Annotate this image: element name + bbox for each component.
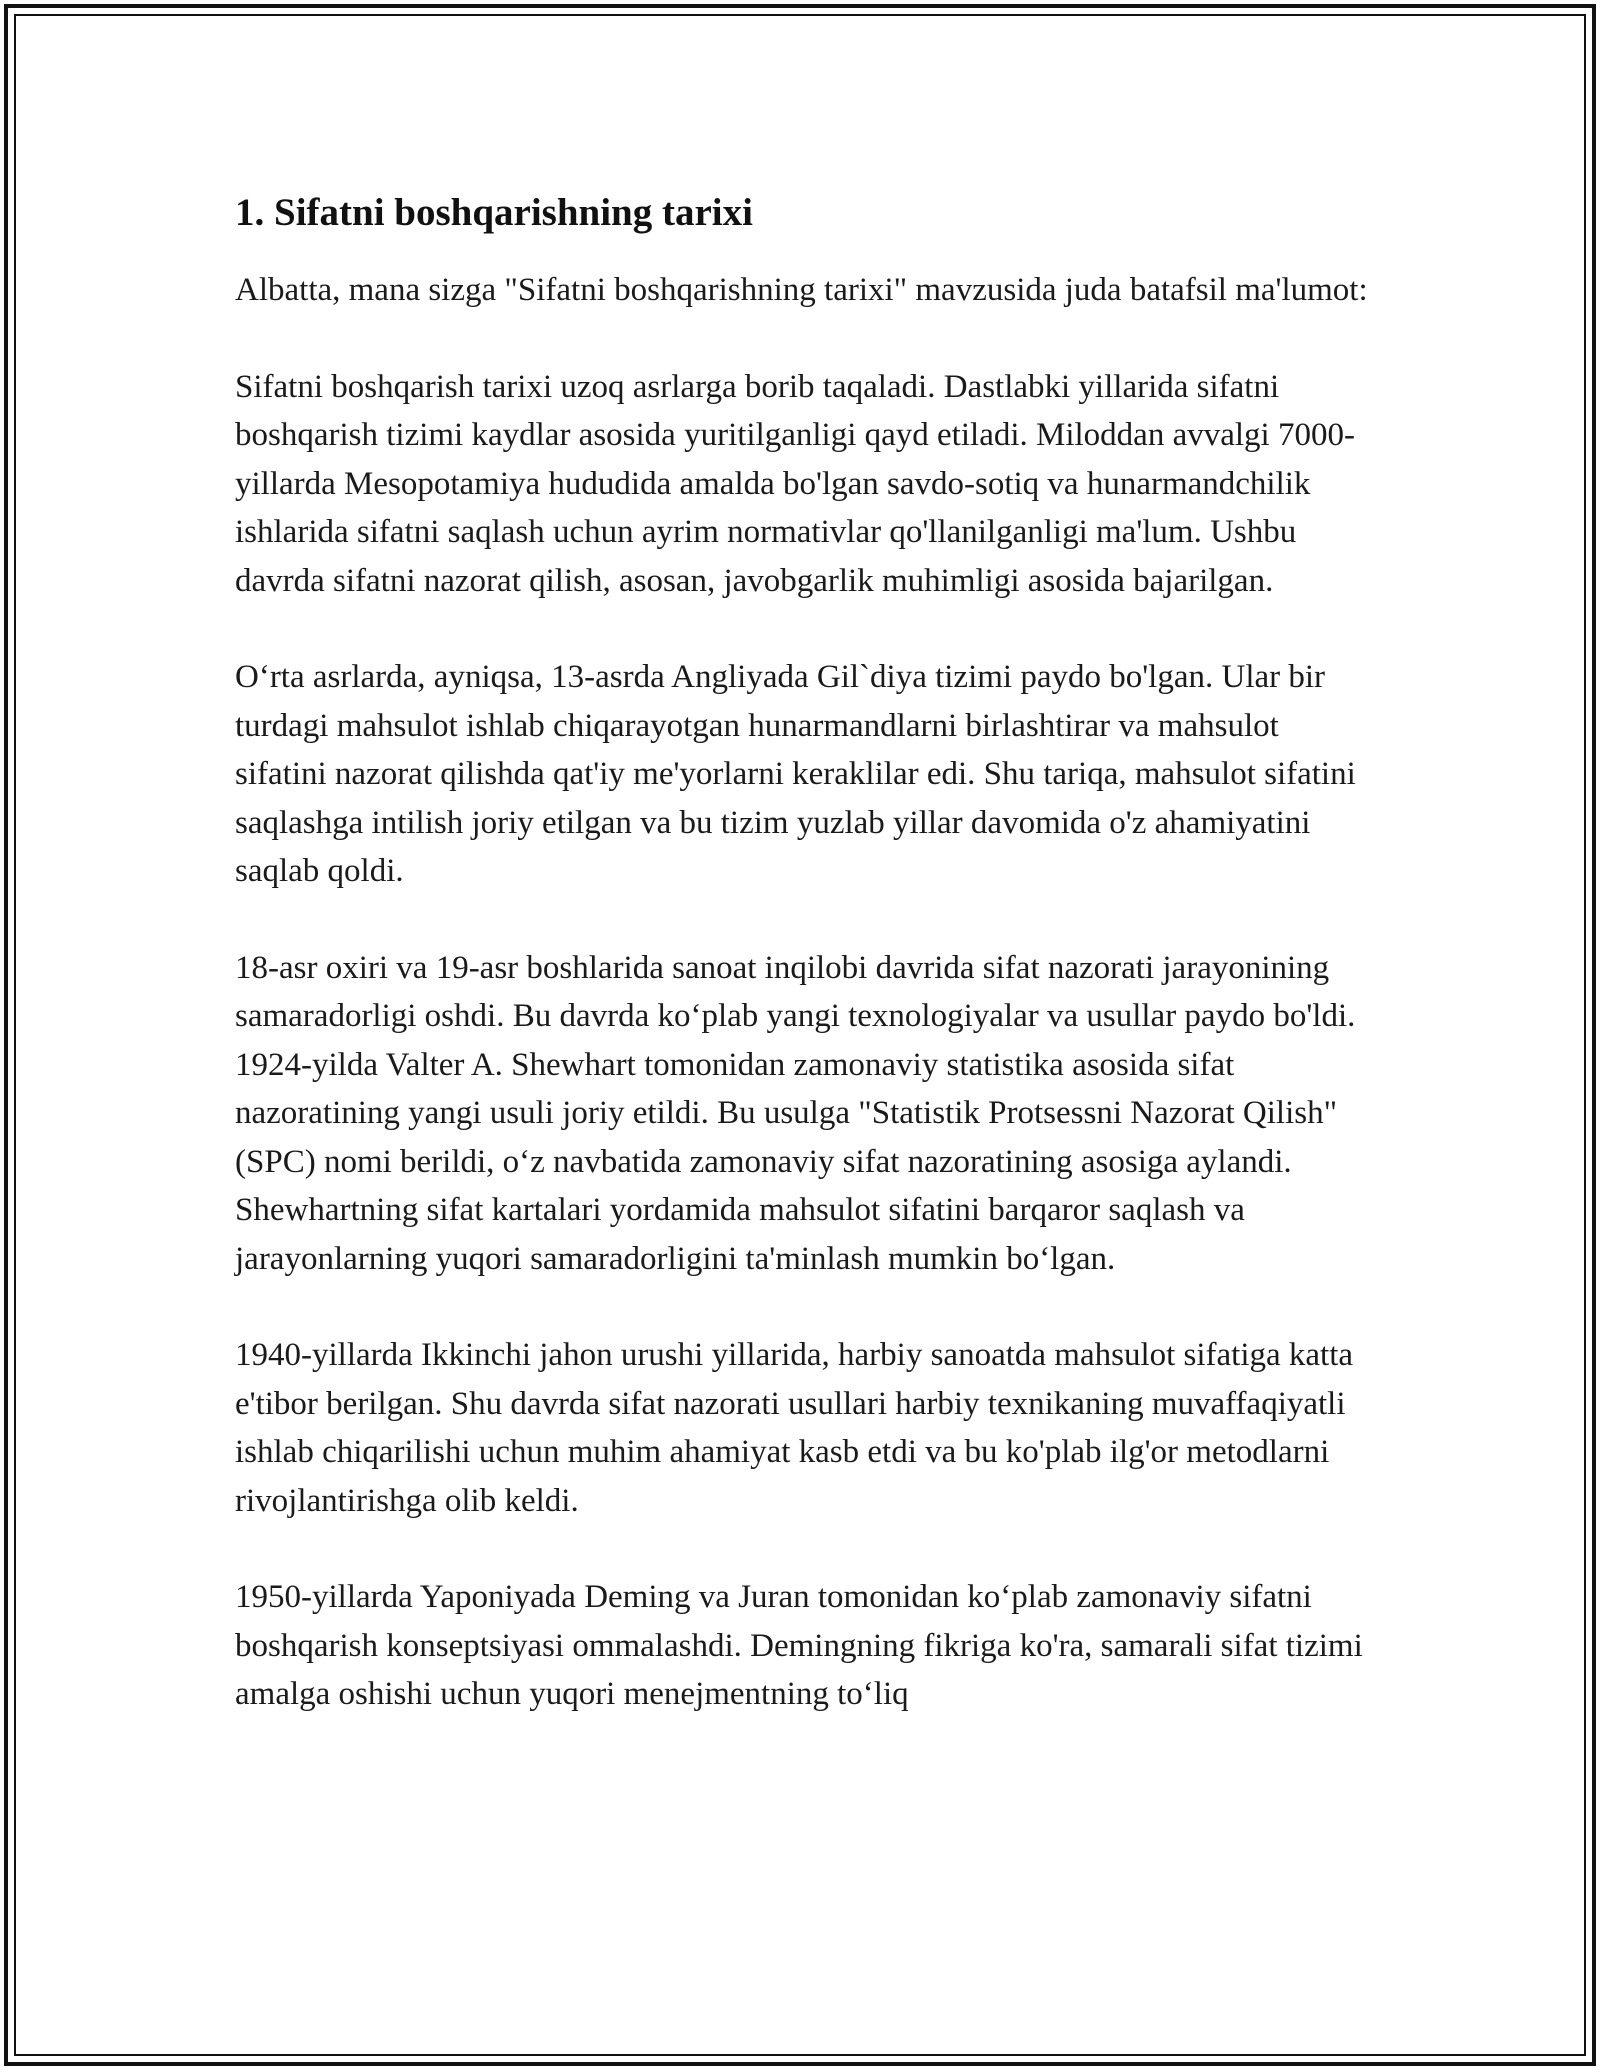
section-heading: 1. Sifatni boshqarishning tarixi bbox=[235, 191, 753, 234]
paragraph-middle-ages: O‘rta asrlarda, ayniqsa, 13-asrda Angliyada Gil`diya tizimi paydo bo'lgan. Ular bir turdagi mahsulot ishlab chiqarayotgan hunarmandlarni birlashtirar va mahsulot sifatini nazorat qilishda qat'iy me'yorlarni keraklilar edi. Shu tariqa, mahsulot sifatini saqlashga intilish joriy etilgan va bu tizim yuzlab yillar davomida o'z ahamiyatini saqlab qoldi. bbox=[235, 659, 1356, 889]
paragraph-industrial-revolution: 18-asr oxiri va 19-asr boshlarida sanoat inqilobi davrida sifat nazorati jarayonining samaradorligi oshdi. Bu davrda ko‘plab yangi texnologiyalar va usullar paydo bo'ldi. 1924-yilda Valter A. Shewhart tomonidan zamonaviy statistika asosida sifat nazoratining yangi usuli joriy etildi. Bu usulga "Statistik Protsessni Nazorat Qilish" (SPC) nomi berildi, o‘z navbatida zamonaviy sifat nazoratining asosiga aylandi. Shewhartning sifat kartalari yordamida mahsulot sifatini barqaror saqlash va jarayonlarning yuqori samaradorligini ta'minlash mumkin bo‘lgan. bbox=[235, 949, 1356, 1277]
paragraph-intro: Albatta, mana sizga "Sifatni boshqarishning tarixi" mavzusida juda batafsil ma'lumot: bbox=[235, 272, 1368, 308]
paragraph-ancient-history: Sifatni boshqarish tarixi uzoq asrlarga borib taqaladi. Dastlabki yillarida sifatni boshqarish tizimi kaydlar asosida yuritilganligi qayd etiladi. Miloddan avvalgi 7000-yillarda Mesopotamiya hududida amalda bo'lgan savdo-sotiq va hunarmandchilik ishlarida sifatni saqlash uchun ayrim normativlar qo'llanilganligi ma'lum. Ushbu davrda sifatni nazorat qilish, asosan, javobgarlik muhimligi asosida bajarilgan. bbox=[235, 368, 1355, 599]
document-body bbox=[235, 188, 1375, 1767]
paragraph-japan-1950s: 1950-yillarda Yaponiyada Deming va Juran tomonidan ko‘plab zamonaviy sifatni boshqarish konseptsiyasi ommalashdi. Demingning fikriga ko'ra, samarali sifat tizimi amalga oshishi uchun yuqori menejmentning to‘liq bbox=[235, 1579, 1363, 1712]
paragraph-world-war-two: 1940-yillarda Ikkinchi jahon urushi yillarida, harbiy sanoatda mahsulot sifatiga katta e'tibor berilgan. Shu davrda sifat nazorati usullari harbiy texnikaning muvaffaqiyatli ishlab chiqarilishi uchun muhim ahamiyat kasb etdi va bu ko'plab ilg'or metodlarni rivojlantirishga olib keldi. bbox=[235, 1337, 1354, 1519]
